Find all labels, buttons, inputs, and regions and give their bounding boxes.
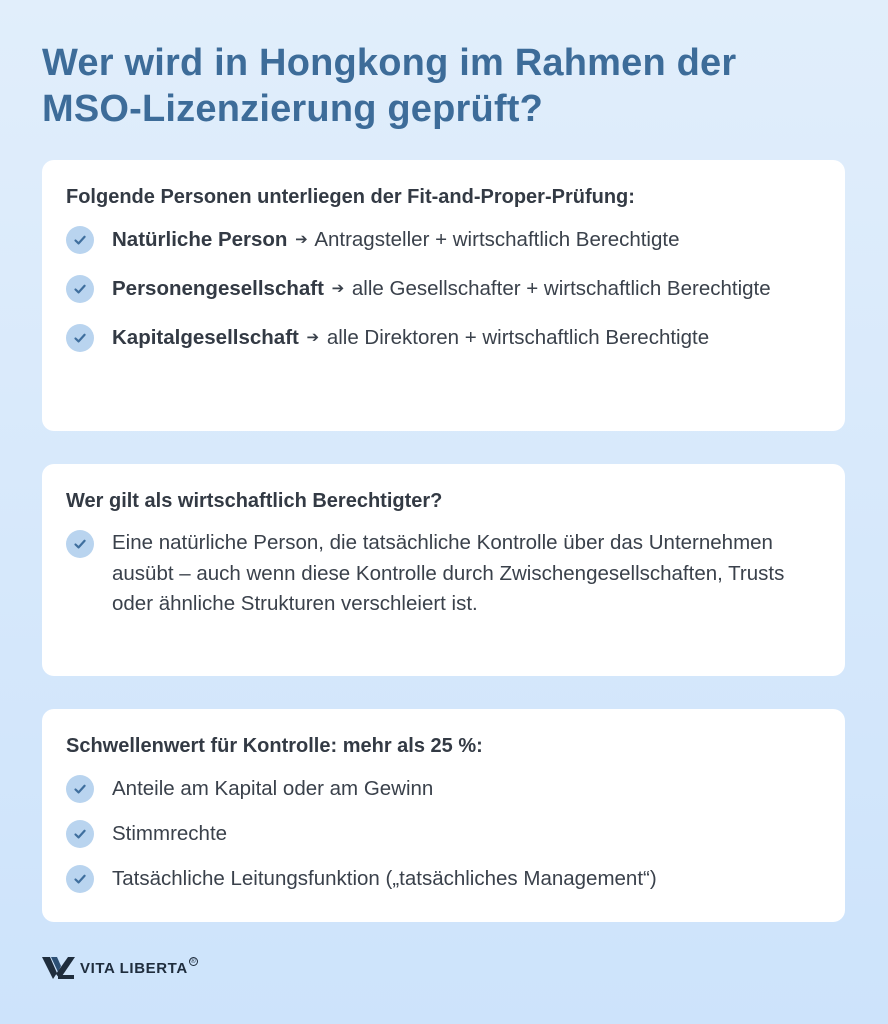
fit-and-proper-card: [42, 160, 845, 431]
item-description: alle Gesellschafter + wirtschaftlich Berechtigte: [351, 277, 771, 300]
vita-liberta-logo-icon: [42, 955, 76, 981]
list-item-text: [112, 224, 680, 257]
list-item-text: Tatsächliche Leitungsfunktion („tatsächliches Management“): [112, 867, 657, 890]
check-circle-icon: [66, 324, 94, 352]
brand-logo: [42, 955, 198, 981]
list-item: [66, 773, 821, 804]
list-item-text: Anteile am Kapital oder am Gewinn: [112, 777, 434, 800]
card-heading: Wer gilt als wirtschaftlich Berechtigter?: [66, 490, 443, 512]
check-circle-icon: [66, 865, 94, 893]
registered-mark: ®: [190, 957, 196, 965]
page-title-line-1: Wer wird in Hongkong im Rahmen der: [42, 42, 737, 84]
list-item-text: [112, 273, 771, 306]
arrow-icon: ➔: [306, 329, 320, 346]
list-item-text: Eine natürliche Person, die tatsächliche Kontrolle über das Unternehmen ausübt – auch wenn diese Kontrolle durch Zwischengesellschaften, Trusts oder ähnliche Strukturen verschleiert ist.: [112, 531, 785, 615]
check-circle-icon: [66, 226, 94, 254]
brand-name: VITA LIBERTA: [80, 959, 188, 977]
list-item-text: Stimmrechte: [112, 822, 228, 845]
check-circle-icon: [66, 775, 94, 803]
item-label: Natürliche Person: [112, 228, 288, 251]
item-description: alle Direktoren + wirtschaftlich Berechtigte: [326, 326, 710, 349]
page-title-line-2: MSO-Lizenzierung geprüft?: [42, 88, 544, 130]
arrow-icon: ➔: [331, 280, 345, 297]
list-item: [66, 224, 821, 257]
beneficial-owner-card: [42, 464, 845, 676]
page-title: [42, 40, 862, 132]
list-item: [66, 818, 821, 849]
list-item: [66, 273, 821, 306]
item-label: Personengesellschaft: [112, 277, 324, 300]
item-description: Antragsteller + wirtschaftlich Berechtigte: [314, 228, 680, 251]
control-threshold-card: [42, 709, 845, 922]
card-heading: Folgende Personen unterliegen der Fit-and-Proper-Prüfung:: [66, 186, 635, 208]
card-heading: Schwellenwert für Kontrolle: mehr als 25 %:: [66, 735, 483, 757]
check-circle-icon: [66, 820, 94, 848]
list-item: [66, 528, 821, 620]
list-item: [66, 322, 821, 355]
check-circle-icon: [66, 530, 94, 558]
arrow-icon: ➔: [295, 231, 308, 248]
list-item: [66, 863, 821, 894]
check-circle-icon: [66, 275, 94, 303]
item-label: Kapitalgesellschaft: [112, 326, 299, 349]
list-item-text: [112, 322, 709, 355]
